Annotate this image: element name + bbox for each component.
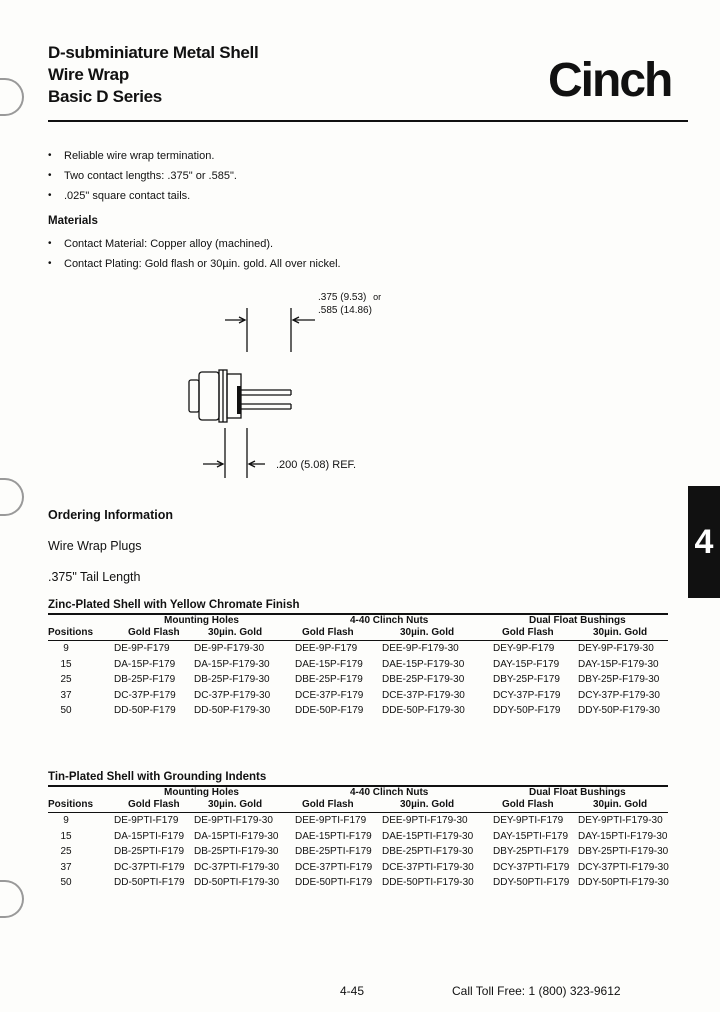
col-gold-flash: Gold Flash [302,799,354,810]
cell-float-30-gold: DAY-15P-F179-30 [578,658,659,670]
cell-mounting-gold-flash: DB-25P-F179 [114,674,176,685]
table-row [48,860,668,876]
col-gold-flash: Gold Flash [128,799,180,810]
cell-clinch-30-gold: DBE-25P-F179-30 [382,674,465,685]
cell-clinch-30-gold: DCE-37PTI-F179-30 [382,861,474,873]
cell-float-gold-flash: DDY-50PTI-F179 [493,877,570,888]
header-divider [48,120,688,122]
cell-float-gold-flash: DAY-15P-F179 [493,658,560,670]
cell-mounting-30-gold: DA-15PTI-F179-30 [194,830,279,842]
group-clinch-nuts: 4-40 Clinch Nuts [350,787,429,798]
cell-float-30-gold: DAY-15PTI-F179-30 [578,830,668,842]
col-gold-flash: Gold Flash [502,799,554,810]
col-30-gold: 30µin. Gold [208,799,263,810]
table-row [48,844,668,860]
cell-clinch-30-gold: DCE-37P-F179-30 [382,689,465,701]
cell-mounting-gold-flash: DD-50PTI-F179 [114,877,185,888]
cell-clinch-gold-flash: DBE-25PTI-F179 [295,846,372,857]
cell-float-30-gold: DEY-9PTI-F179-30 [578,815,663,826]
dimension-label-375 [318,292,381,303]
dimension-label-585: .585 (14.86) [318,305,372,316]
group-header-row [48,787,668,799]
cell-mounting-gold-flash: DC-37P-F179 [114,689,176,701]
dimension-or: or [373,292,382,302]
page-title [48,42,258,108]
cell-float-gold-flash: DEY-9P-F179 [493,643,555,654]
cell-mounting-30-gold: DC-37P-F179-30 [194,689,271,701]
table-body [48,641,668,719]
cell-mounting-30-gold: DE-9PTI-F179-30 [194,815,273,826]
cell-mounting-30-gold: DD-50P-F179-30 [194,705,271,716]
cell-float-gold-flash: DCY-37PTI-F179 [493,861,570,873]
binder-hole-bottom [0,880,24,918]
cell-clinch-gold-flash: DAE-15PTI-F179 [295,830,372,842]
wire-wrap-plugs-heading: Wire Wrap Plugs [48,539,142,553]
cell-float-30-gold: DDY-50P-F179-30 [578,705,660,716]
table-row [48,875,668,891]
col-30-gold: 30µin. Gold [400,799,455,810]
group-clinch-nuts: 4-40 Clinch Nuts [350,615,429,626]
cell-float-gold-flash: DAY-15PTI-F179 [493,830,569,842]
table-row [48,688,668,704]
cell-mounting-30-gold: DA-15P-F179-30 [194,658,270,670]
col-30-gold: 30µin. Gold [208,627,263,638]
feature-list [48,146,237,206]
cell-mounting-gold-flash: DB-25PTI-F179 [114,846,185,857]
materials-item: • Contact Material: Copper alloy (machined). [48,234,341,254]
cell-clinch-30-gold: DAE-15P-F179-30 [382,658,465,670]
table-row [48,703,668,719]
cell-positions: 15 [60,658,72,670]
tin-plated-table [48,770,668,891]
col-gold-flash: Gold Flash [502,627,554,638]
table-row [48,657,668,673]
toll-free-number: Call Toll Free: 1 (800) 323-9612 [452,984,621,998]
cell-float-30-gold: DBY-25PTI-F179-30 [578,846,669,857]
cell-positions: 15 [60,830,72,842]
group-dual-float: Dual Float Bushings [529,615,626,626]
col-30-gold: 30µin. Gold [593,799,648,810]
connector-drawing [185,300,385,480]
title-line-2: Wire Wrap [48,65,129,84]
table-row [48,813,668,829]
col-30-gold: 30µin. Gold [593,627,648,638]
cell-clinch-30-gold: DAE-15PTI-F179-30 [382,830,474,842]
brand-logo: Cinch [548,54,672,107]
cell-float-gold-flash: DDY-50P-F179 [493,705,561,716]
feature-item: • .025" square contact tails. [48,186,237,206]
dimension-label-ref: .200 (5.08) REF. [276,459,357,471]
cell-float-gold-flash: DCY-37P-F179 [493,689,561,701]
cell-mounting-gold-flash: DD-50P-F179 [114,705,176,716]
cell-positions: 25 [60,846,72,857]
cell-positions: 9 [63,815,69,826]
cell-mounting-gold-flash: DE-9P-F179 [114,643,170,654]
materials-heading: Materials [48,215,98,227]
cell-clinch-30-gold: DBE-25PTI-F179-30 [382,846,474,857]
cell-positions: 25 [60,674,72,685]
cell-float-30-gold: DEY-9P-F179-30 [578,643,654,654]
table-body [48,813,668,891]
group-dual-float: Dual Float Bushings [529,787,626,798]
cell-float-30-gold: DCY-37P-F179-30 [578,689,660,701]
cell-clinch-gold-flash: DBE-25P-F179 [295,674,363,685]
col-30-gold: 30µin. Gold [400,627,455,638]
table-caption: Zinc-Plated Shell with Yellow Chromate Finish [48,599,300,611]
materials-item: • Contact Plating: Gold flash or 30µin. gold. All over nickel. [48,254,341,274]
cell-clinch-30-gold: DEE-9PTI-F179-30 [382,815,468,826]
cell-mounting-gold-flash: DE-9PTI-F179 [114,815,179,826]
group-header-row [48,615,668,627]
cell-clinch-gold-flash: DCE-37PTI-F179 [295,861,373,873]
cell-clinch-gold-flash: DDE-50P-F179 [295,705,364,716]
binder-hole-top [0,78,24,116]
binder-hole-middle [0,478,24,516]
cell-float-30-gold: DCY-37PTI-F179-30 [578,861,669,873]
col-positions: Positions [48,627,94,638]
cell-clinch-gold-flash: DAE-15P-F179 [295,658,363,670]
materials-list [48,234,341,274]
column-header-row [48,627,668,640]
cell-clinch-gold-flash: DEE-9P-F179 [295,643,358,654]
dimension-375-value: .375 (9.53) [318,292,367,303]
column-header-row [48,799,668,812]
col-gold-flash: Gold Flash [302,627,354,638]
cell-clinch-gold-flash: DCE-37P-F179 [295,689,364,701]
cell-positions: 37 [60,689,72,701]
cell-clinch-30-gold: DEE-9P-F179-30 [382,643,459,654]
cell-positions: 9 [63,643,69,654]
group-mounting-holes: Mounting Holes [164,787,239,798]
table-caption: Tin-Plated Shell with Grounding Indents [48,771,267,783]
cell-clinch-gold-flash: DDE-50PTI-F179 [295,877,373,888]
cell-mounting-gold-flash: DA-15PTI-F179 [114,830,185,842]
table-row [48,829,668,845]
title-line-1: D-subminiature Metal Shell [48,43,259,62]
tail-length-heading: .375" Tail Length [48,570,141,584]
cell-mounting-30-gold: DD-50PTI-F179-30 [194,877,280,888]
col-positions: Positions [48,799,94,810]
cell-float-gold-flash: DBY-25P-F179 [493,674,560,685]
table-row [48,672,668,688]
table-row [48,641,668,657]
cell-mounting-gold-flash: DA-15P-F179 [114,658,176,670]
group-mounting-holes: Mounting Holes [164,615,239,626]
cell-positions: 50 [60,877,72,888]
cell-clinch-30-gold: DDE-50PTI-F179-30 [382,877,474,888]
title-line-3: Basic D Series [48,87,162,106]
cell-float-gold-flash: DBY-25PTI-F179 [493,846,569,857]
cell-mounting-30-gold: DB-25P-F179-30 [194,674,270,685]
cell-float-30-gold: DBY-25P-F179-30 [578,674,660,685]
cell-clinch-gold-flash: DEE-9PTI-F179 [295,815,367,826]
cell-positions: 37 [60,861,72,873]
cell-clinch-30-gold: DDE-50P-F179-30 [382,705,465,716]
cell-mounting-30-gold: DB-25PTI-F179-30 [194,846,279,857]
cell-mounting-30-gold: DE-9P-F179-30 [194,643,265,654]
col-gold-flash: Gold Flash [128,627,180,638]
cell-positions: 50 [60,705,72,716]
zinc-plated-table [48,598,668,719]
cell-mounting-30-gold: DC-37PTI-F179-30 [194,861,280,873]
feature-item: • Reliable wire wrap termination. [48,146,237,166]
feature-item: • Two contact lengths: .375" or .585". [48,166,237,186]
cell-mounting-gold-flash: DC-37PTI-F179 [114,861,185,873]
cell-float-30-gold: DDY-50PTI-F179-30 [578,877,669,888]
cell-float-gold-flash: DEY-9PTI-F179 [493,815,564,826]
page-number: 4-45 [340,984,365,998]
section-tab: 4 [688,486,720,598]
ordering-heading: Ordering Information [48,508,173,522]
